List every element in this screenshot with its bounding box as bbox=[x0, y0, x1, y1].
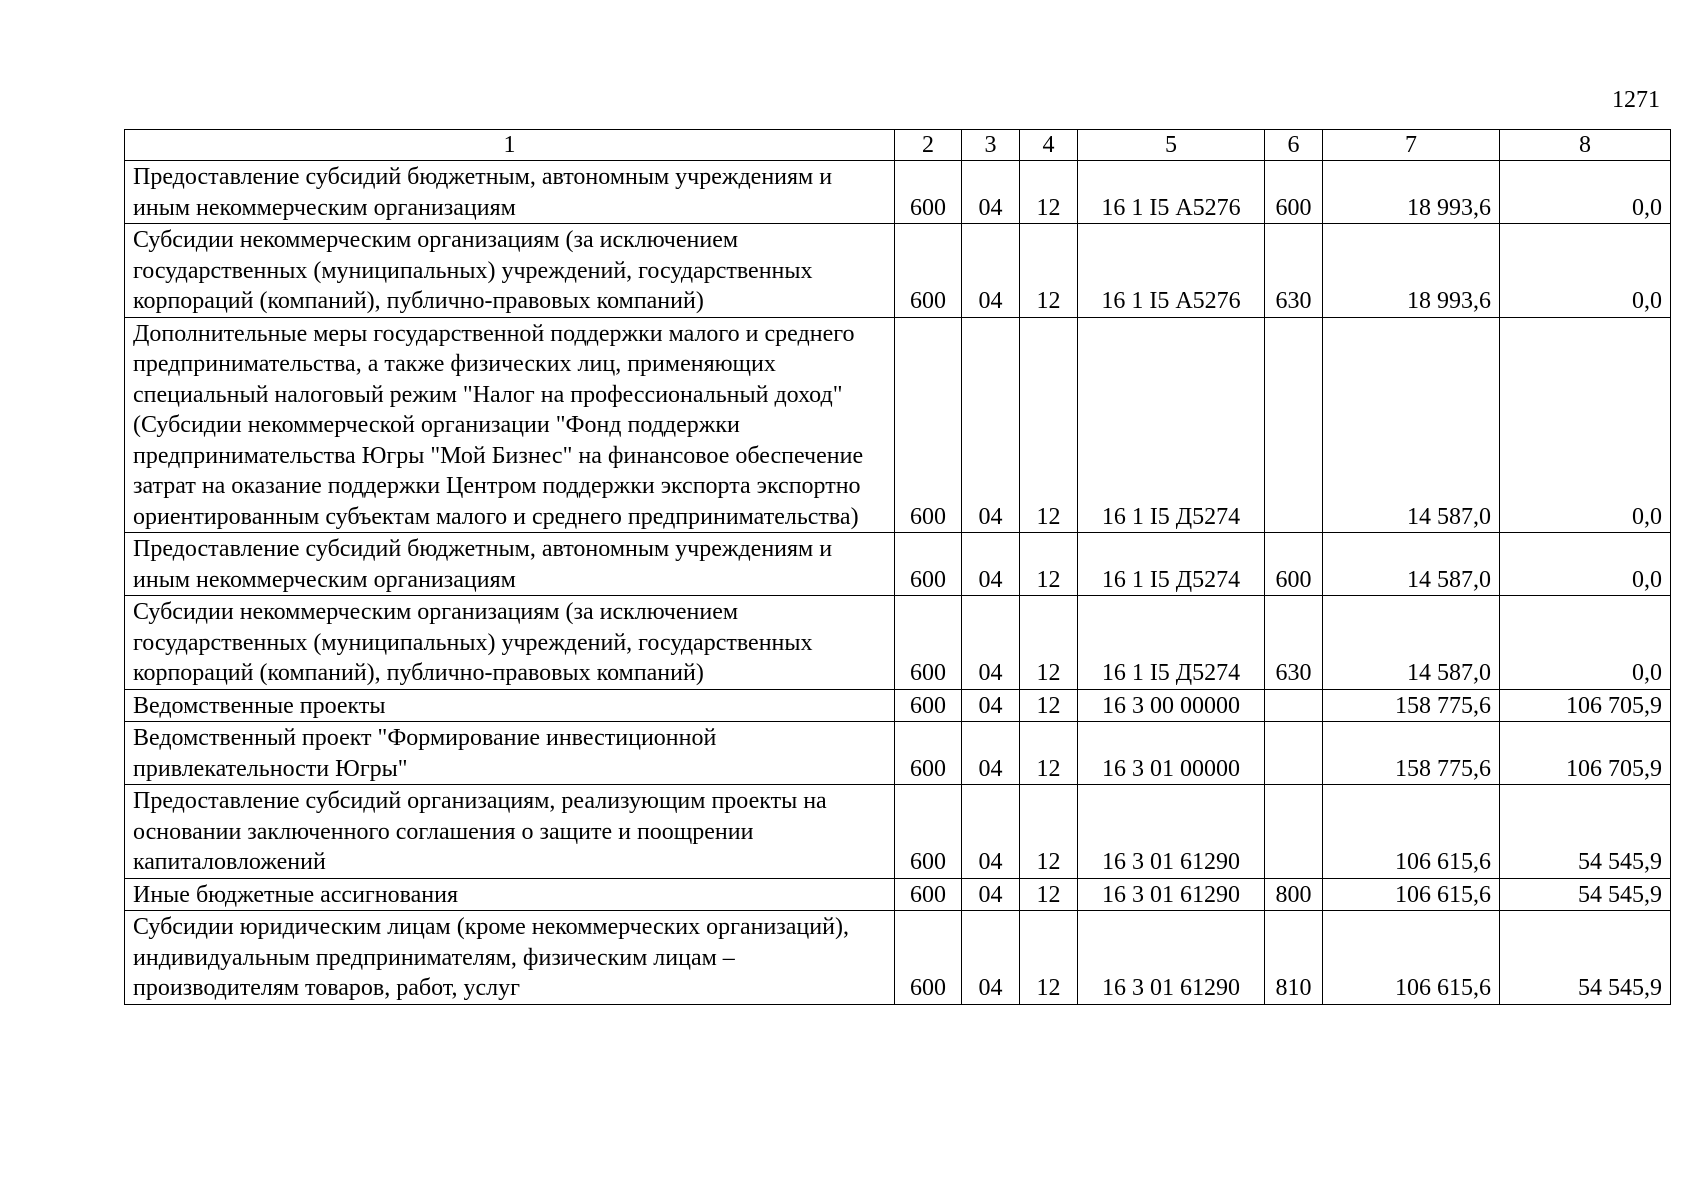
row-name: Ведомственный проект "Формирование инвестиционной привлекательности Югры" bbox=[125, 722, 895, 785]
row-name: Предоставление субсидий бюджетным, автономным учреждениям и иным некоммерческим организациям bbox=[125, 533, 895, 596]
row-col-8: 0,0 bbox=[1500, 533, 1671, 596]
header-row bbox=[125, 130, 1671, 161]
row-col-2: 600 bbox=[895, 878, 962, 911]
row-name: Субсидии юридическим лицам (кроме некоммерческих организаций), индивидуальным предпринимателям, физическим лицам – производителям товаров, работ, услуг bbox=[125, 911, 895, 1005]
table-row bbox=[125, 911, 1671, 1005]
row-col-4: 12 bbox=[1020, 785, 1078, 879]
row-col-3: 04 bbox=[962, 533, 1020, 596]
row-name: Дополнительные меры государственной поддержки малого и среднего предпринимательства, а также физических лиц, применяющих специальный налоговый режим "Налог на профессиональный доход" (Субсидии некоммерческой организации "Фонд поддержки предпринимательства Югры "Мой Бизнес" на финансовое обеспечение затрат на оказание поддержки Центром поддержки экспорта экспортно ориентированным субъектам малого и среднего предпринимательства) bbox=[125, 317, 895, 533]
row-col-6: 810 bbox=[1265, 911, 1323, 1005]
header-col-1: 1 bbox=[125, 130, 895, 161]
row-col-2: 600 bbox=[895, 596, 962, 690]
header-col-6: 6 bbox=[1265, 130, 1323, 161]
row-col-3: 04 bbox=[962, 878, 1020, 911]
row-col-6: 600 bbox=[1265, 533, 1323, 596]
row-col-5: 16 3 01 00000 bbox=[1078, 722, 1265, 785]
row-col-2: 600 bbox=[895, 224, 962, 318]
header-col-8: 8 bbox=[1500, 130, 1671, 161]
budget-table bbox=[124, 129, 1671, 1005]
row-col-7: 106 615,6 bbox=[1323, 785, 1500, 879]
header-col-7: 7 bbox=[1323, 130, 1500, 161]
table-row bbox=[125, 878, 1671, 911]
row-col-3: 04 bbox=[962, 689, 1020, 722]
row-col-7: 14 587,0 bbox=[1323, 533, 1500, 596]
header-col-5: 5 bbox=[1078, 130, 1265, 161]
row-col-4: 12 bbox=[1020, 161, 1078, 224]
row-col-7: 158 775,6 bbox=[1323, 689, 1500, 722]
row-col-8: 0,0 bbox=[1500, 317, 1671, 533]
row-col-8: 106 705,9 bbox=[1500, 689, 1671, 722]
table-row bbox=[125, 785, 1671, 879]
row-col-5: 16 1 I5 А5276 bbox=[1078, 161, 1265, 224]
row-col-5: 16 3 01 61290 bbox=[1078, 785, 1265, 879]
table-row bbox=[125, 317, 1671, 533]
table-row bbox=[125, 224, 1671, 318]
row-col-7: 18 993,6 bbox=[1323, 161, 1500, 224]
row-col-8: 0,0 bbox=[1500, 224, 1671, 318]
row-col-3: 04 bbox=[962, 224, 1020, 318]
row-col-8: 54 545,9 bbox=[1500, 911, 1671, 1005]
row-col-7: 14 587,0 bbox=[1323, 596, 1500, 690]
row-col-4: 12 bbox=[1020, 689, 1078, 722]
row-col-7: 106 615,6 bbox=[1323, 911, 1500, 1005]
header-col-3: 3 bbox=[962, 130, 1020, 161]
row-col-6: 800 bbox=[1265, 878, 1323, 911]
row-col-2: 600 bbox=[895, 161, 962, 224]
row-col-8: 54 545,9 bbox=[1500, 878, 1671, 911]
row-name: Иные бюджетные ассигнования bbox=[125, 878, 895, 911]
row-col-6 bbox=[1265, 722, 1323, 785]
row-col-4: 12 bbox=[1020, 911, 1078, 1005]
row-col-5: 16 1 I5 Д5274 bbox=[1078, 533, 1265, 596]
row-name: Субсидии некоммерческим организациям (за исключением государственных (муниципальных) учреждений, государственных корпораций (компаний), публично-правовых компаний) bbox=[125, 596, 895, 690]
row-col-5: 16 3 01 61290 bbox=[1078, 878, 1265, 911]
row-col-8: 0,0 bbox=[1500, 161, 1671, 224]
row-col-4: 12 bbox=[1020, 878, 1078, 911]
row-col-5: 16 1 I5 Д5274 bbox=[1078, 317, 1265, 533]
row-col-2: 600 bbox=[895, 317, 962, 533]
row-col-2: 600 bbox=[895, 689, 962, 722]
row-name: Субсидии некоммерческим организациям (за исключением государственных (муниципальных) учреждений, государственных корпораций (компаний), публично-правовых компаний) bbox=[125, 224, 895, 318]
row-col-2: 600 bbox=[895, 722, 962, 785]
row-col-3: 04 bbox=[962, 317, 1020, 533]
row-col-2: 600 bbox=[895, 533, 962, 596]
row-col-4: 12 bbox=[1020, 224, 1078, 318]
row-col-3: 04 bbox=[962, 161, 1020, 224]
row-col-2: 600 bbox=[895, 785, 962, 879]
row-col-6 bbox=[1265, 785, 1323, 879]
row-col-8: 106 705,9 bbox=[1500, 722, 1671, 785]
row-col-8: 54 545,9 bbox=[1500, 785, 1671, 879]
row-col-4: 12 bbox=[1020, 533, 1078, 596]
table-row bbox=[125, 722, 1671, 785]
row-col-4: 12 bbox=[1020, 722, 1078, 785]
row-col-7: 18 993,6 bbox=[1323, 224, 1500, 318]
page-number: 1271 bbox=[1612, 87, 1660, 113]
row-col-5: 16 1 I5 А5276 bbox=[1078, 224, 1265, 318]
row-name: Ведомственные проекты bbox=[125, 689, 895, 722]
row-name: Предоставление субсидий организациям, реализующим проекты на основании заключенного соглашения о защите и поощрении капиталовложений bbox=[125, 785, 895, 879]
table-row bbox=[125, 596, 1671, 690]
row-col-6: 630 bbox=[1265, 596, 1323, 690]
header-col-2: 2 bbox=[895, 130, 962, 161]
row-col-6 bbox=[1265, 689, 1323, 722]
row-col-6: 600 bbox=[1265, 161, 1323, 224]
table-row bbox=[125, 533, 1671, 596]
row-name: Предоставление субсидий бюджетным, автономным учреждениям и иным некоммерческим организациям bbox=[125, 161, 895, 224]
row-col-7: 14 587,0 bbox=[1323, 317, 1500, 533]
row-col-3: 04 bbox=[962, 596, 1020, 690]
table-row bbox=[125, 689, 1671, 722]
row-col-4: 12 bbox=[1020, 317, 1078, 533]
row-col-7: 106 615,6 bbox=[1323, 878, 1500, 911]
row-col-3: 04 bbox=[962, 785, 1020, 879]
row-col-6 bbox=[1265, 317, 1323, 533]
row-col-4: 12 bbox=[1020, 596, 1078, 690]
row-col-5: 16 3 01 61290 bbox=[1078, 911, 1265, 1005]
row-col-5: 16 1 I5 Д5274 bbox=[1078, 596, 1265, 690]
header-col-4: 4 bbox=[1020, 130, 1078, 161]
row-col-5: 16 3 00 00000 bbox=[1078, 689, 1265, 722]
row-col-3: 04 bbox=[962, 722, 1020, 785]
row-col-7: 158 775,6 bbox=[1323, 722, 1500, 785]
row-col-8: 0,0 bbox=[1500, 596, 1671, 690]
table-row bbox=[125, 161, 1671, 224]
row-col-2: 600 bbox=[895, 911, 962, 1005]
row-col-3: 04 bbox=[962, 911, 1020, 1005]
row-col-6: 630 bbox=[1265, 224, 1323, 318]
